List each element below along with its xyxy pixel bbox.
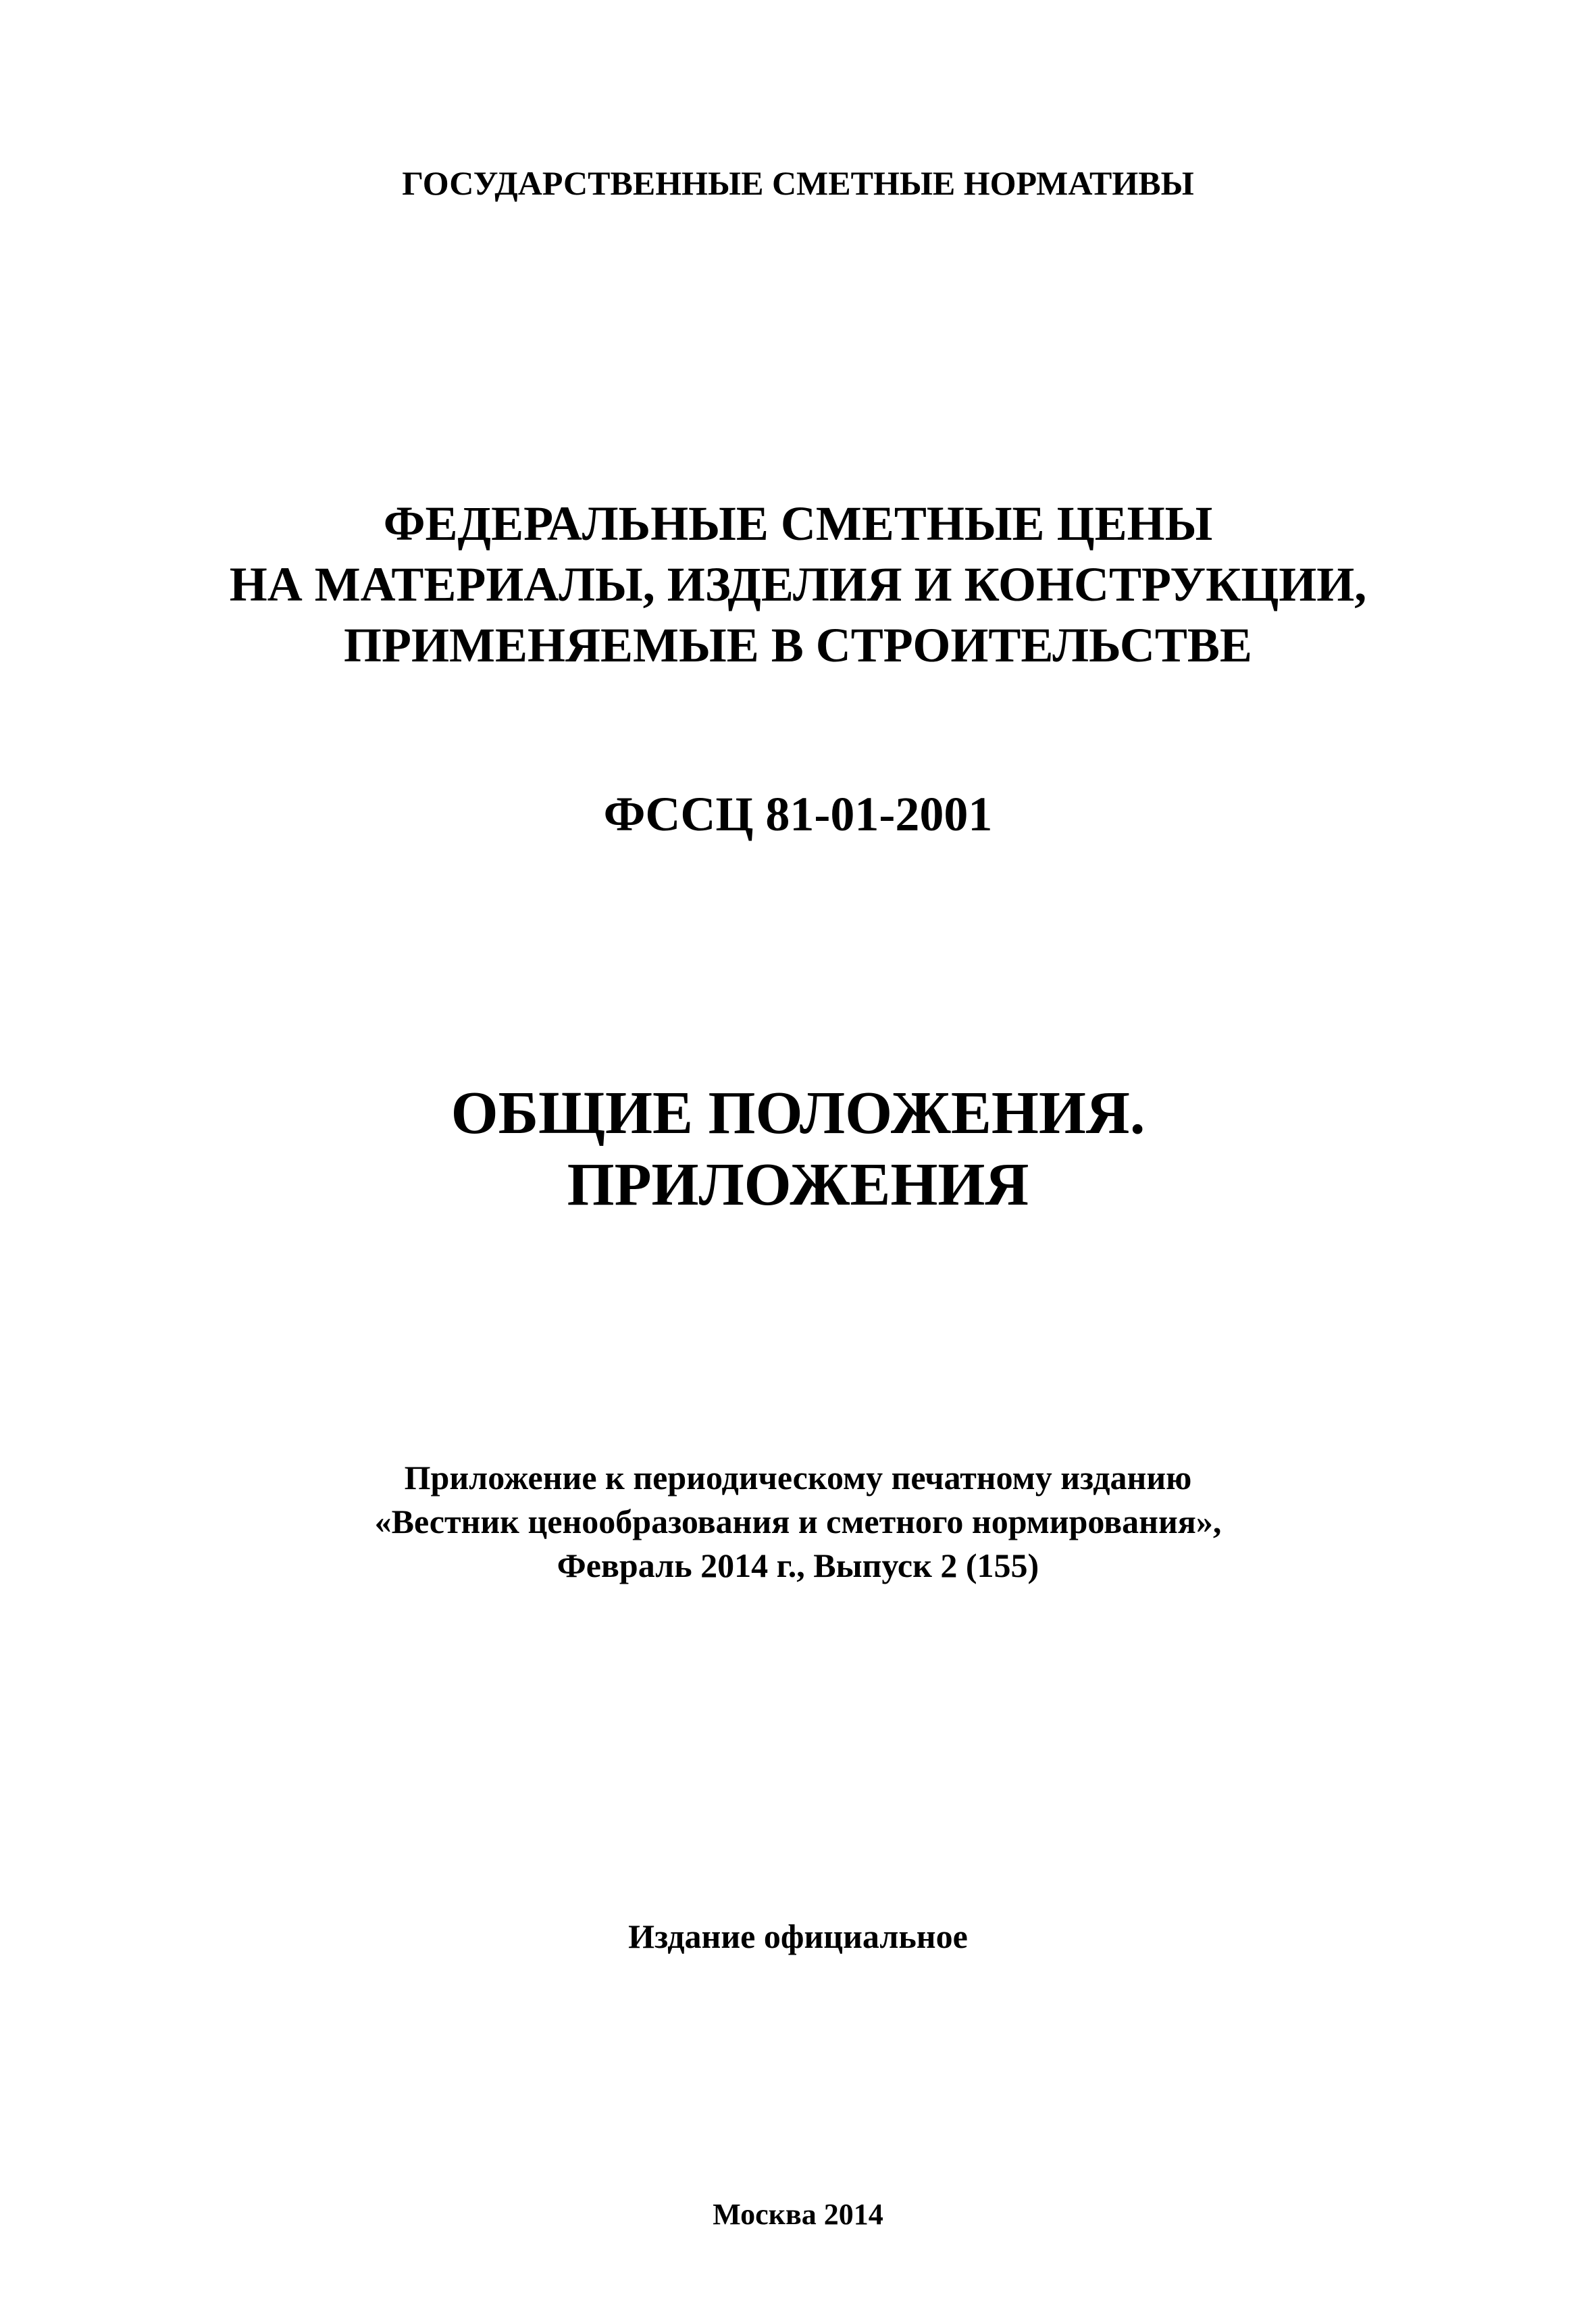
note-line-3: Февраль 2014 г., Выпуск 2 (155) [557, 1546, 1039, 1584]
publication-note [0, 1456, 1596, 1588]
subtitle-line-1: ОБЩИЕ ПОЛОЖЕНИЯ. [451, 1080, 1145, 1147]
edition-text: Издание официальное [628, 1917, 968, 1955]
note-line-1: Приложение к периодическому печатному изданию [404, 1459, 1192, 1496]
imprint [0, 2196, 1596, 2234]
title-line-2: НА МАТЕРИАЛЫ, ИЗДЕЛИЯ И КОНСТРУКЦИИ, [229, 557, 1367, 611]
series-header [0, 162, 1596, 204]
document-code-text: ФССЦ 81-01-2001 [603, 787, 993, 841]
title-line-1: ФЕДЕРАЛЬНЫЕ СМЕТНЫЕ ЦЕНЫ [383, 497, 1213, 551]
city-year-text: Москва 2014 [713, 2198, 883, 2231]
series-header-text: ГОСУДАРСТВЕННЫЕ СМЕТНЫЕ НОРМАТИВЫ [402, 164, 1194, 202]
document-title [0, 493, 1596, 676]
subtitle-line-2: ПРИЛОЖЕНИЯ [567, 1151, 1029, 1218]
document-code [0, 784, 1596, 845]
edition-label [0, 1915, 1596, 1957]
document-subtitle [0, 1078, 1596, 1221]
note-line-2: «Вестник ценообразования и сметного нормирования», [374, 1503, 1222, 1540]
title-line-3: ПРИМЕНЯЕМЫЕ В СТРОИТЕЛЬСТВЕ [344, 618, 1252, 672]
